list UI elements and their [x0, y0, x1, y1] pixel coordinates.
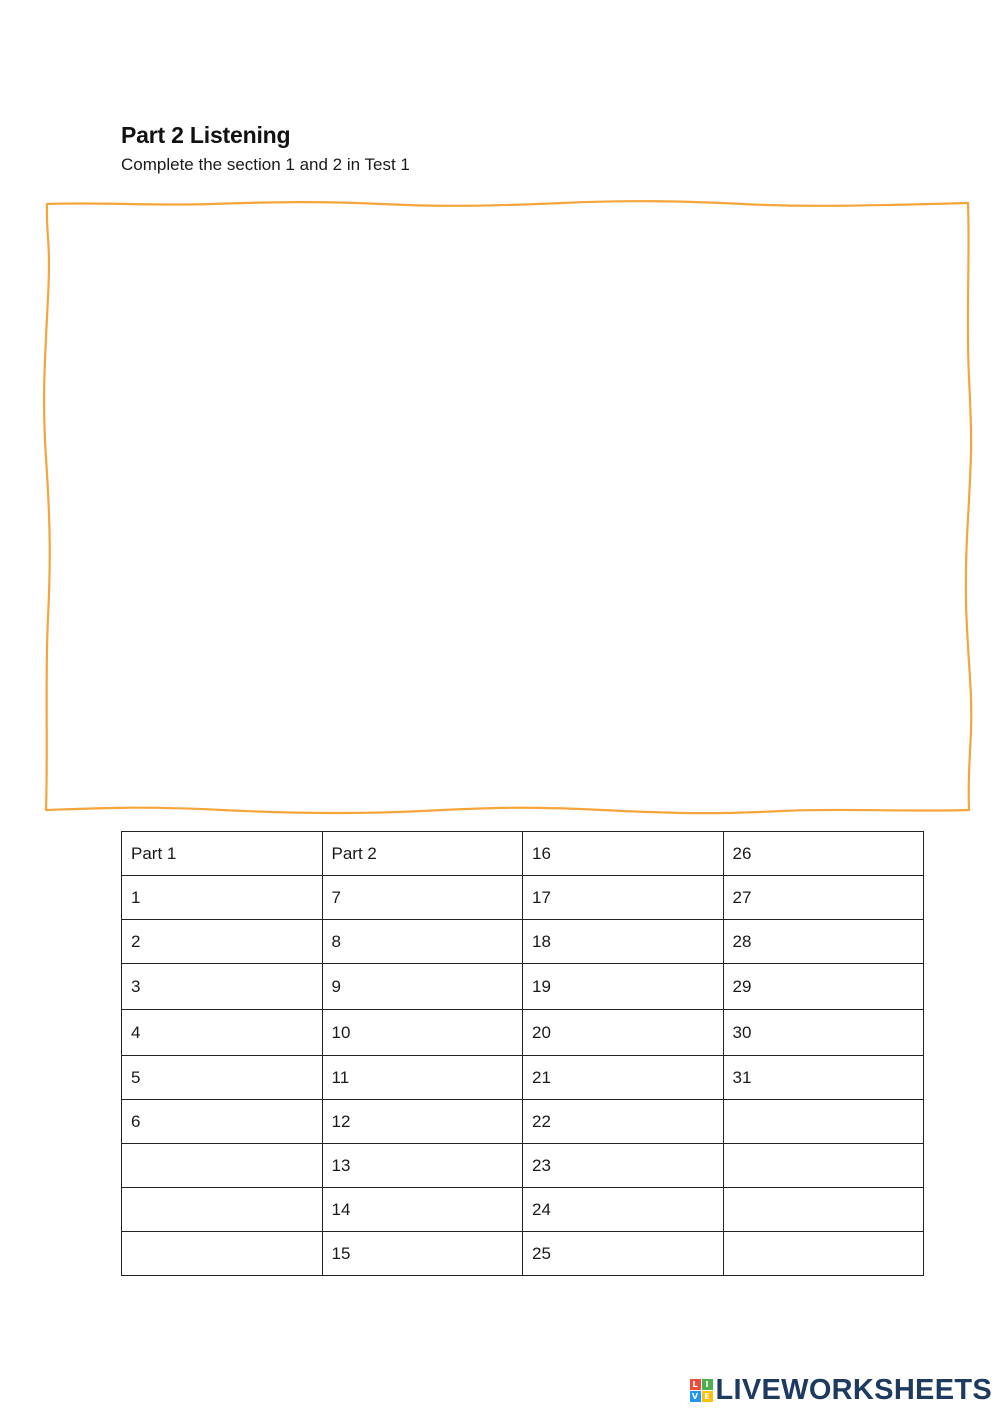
- table-cell: 2: [122, 920, 323, 964]
- table-cell: 12: [322, 1100, 523, 1144]
- table-row: [122, 1144, 924, 1188]
- liveworksheets-logo-icon: [690, 1379, 713, 1402]
- table-row: [122, 964, 924, 1010]
- table-cell: 8: [322, 920, 523, 964]
- table-cell: 18: [523, 920, 724, 964]
- table-row: [122, 876, 924, 920]
- table-row: [122, 832, 924, 876]
- table-cell: [723, 1232, 924, 1276]
- logo-block: L: [690, 1379, 701, 1390]
- logo-block: E: [702, 1391, 713, 1402]
- frame-border: [44, 201, 971, 813]
- table-cell: [122, 1144, 323, 1188]
- table-row: [122, 1232, 924, 1276]
- table-cell: 29: [723, 964, 924, 1010]
- table-row: [122, 1100, 924, 1144]
- table-cell: 26: [723, 832, 924, 876]
- logo-block: V: [690, 1391, 701, 1402]
- table-cell: Part 2: [322, 832, 523, 876]
- table-cell: 5: [122, 1056, 323, 1100]
- drawing-frame: [42, 198, 974, 816]
- instruction-text: Complete the section 1 and 2 in Test 1: [121, 155, 410, 174]
- table-cell: [122, 1232, 323, 1276]
- table-cell: [723, 1144, 924, 1188]
- table-cell: 10: [322, 1010, 523, 1056]
- table-cell: 11: [322, 1056, 523, 1100]
- table-cell: 13: [322, 1144, 523, 1188]
- table-cell: 25: [523, 1232, 724, 1276]
- table-cell: 23: [523, 1144, 724, 1188]
- table-cell: 20: [523, 1010, 724, 1056]
- logo-block: I: [702, 1379, 713, 1390]
- table-cell: 16: [523, 832, 724, 876]
- answer-table: [121, 831, 924, 1276]
- logo-text: LIVEWORKSHEETS: [715, 1374, 992, 1406]
- table-cell: 15: [322, 1232, 523, 1276]
- page-title: Part 2 Listening: [121, 122, 291, 148]
- table-cell: 3: [122, 964, 323, 1010]
- table-cell: 24: [523, 1188, 724, 1232]
- table-cell: 28: [723, 920, 924, 964]
- liveworksheets-logo: [690, 1374, 993, 1407]
- table-cell: [122, 1188, 323, 1232]
- table-cell: 9: [322, 964, 523, 1010]
- table-row: [122, 1010, 924, 1056]
- table-cell: [723, 1100, 924, 1144]
- table-row: [122, 1188, 924, 1232]
- table-row: [122, 1056, 924, 1100]
- table-cell: [723, 1188, 924, 1232]
- table-cell: Part 1: [122, 832, 323, 876]
- table-cell: 1: [122, 876, 323, 920]
- table-cell: 4: [122, 1010, 323, 1056]
- table-cell: 19: [523, 964, 724, 1010]
- table-cell: 21: [523, 1056, 724, 1100]
- table-cell: 27: [723, 876, 924, 920]
- table-cell: 14: [322, 1188, 523, 1232]
- table-row: [122, 920, 924, 964]
- table-cell: 7: [322, 876, 523, 920]
- table-cell: 30: [723, 1010, 924, 1056]
- table-cell: 17: [523, 876, 724, 920]
- table-cell: 22: [523, 1100, 724, 1144]
- table-cell: 6: [122, 1100, 323, 1144]
- table-cell: 31: [723, 1056, 924, 1100]
